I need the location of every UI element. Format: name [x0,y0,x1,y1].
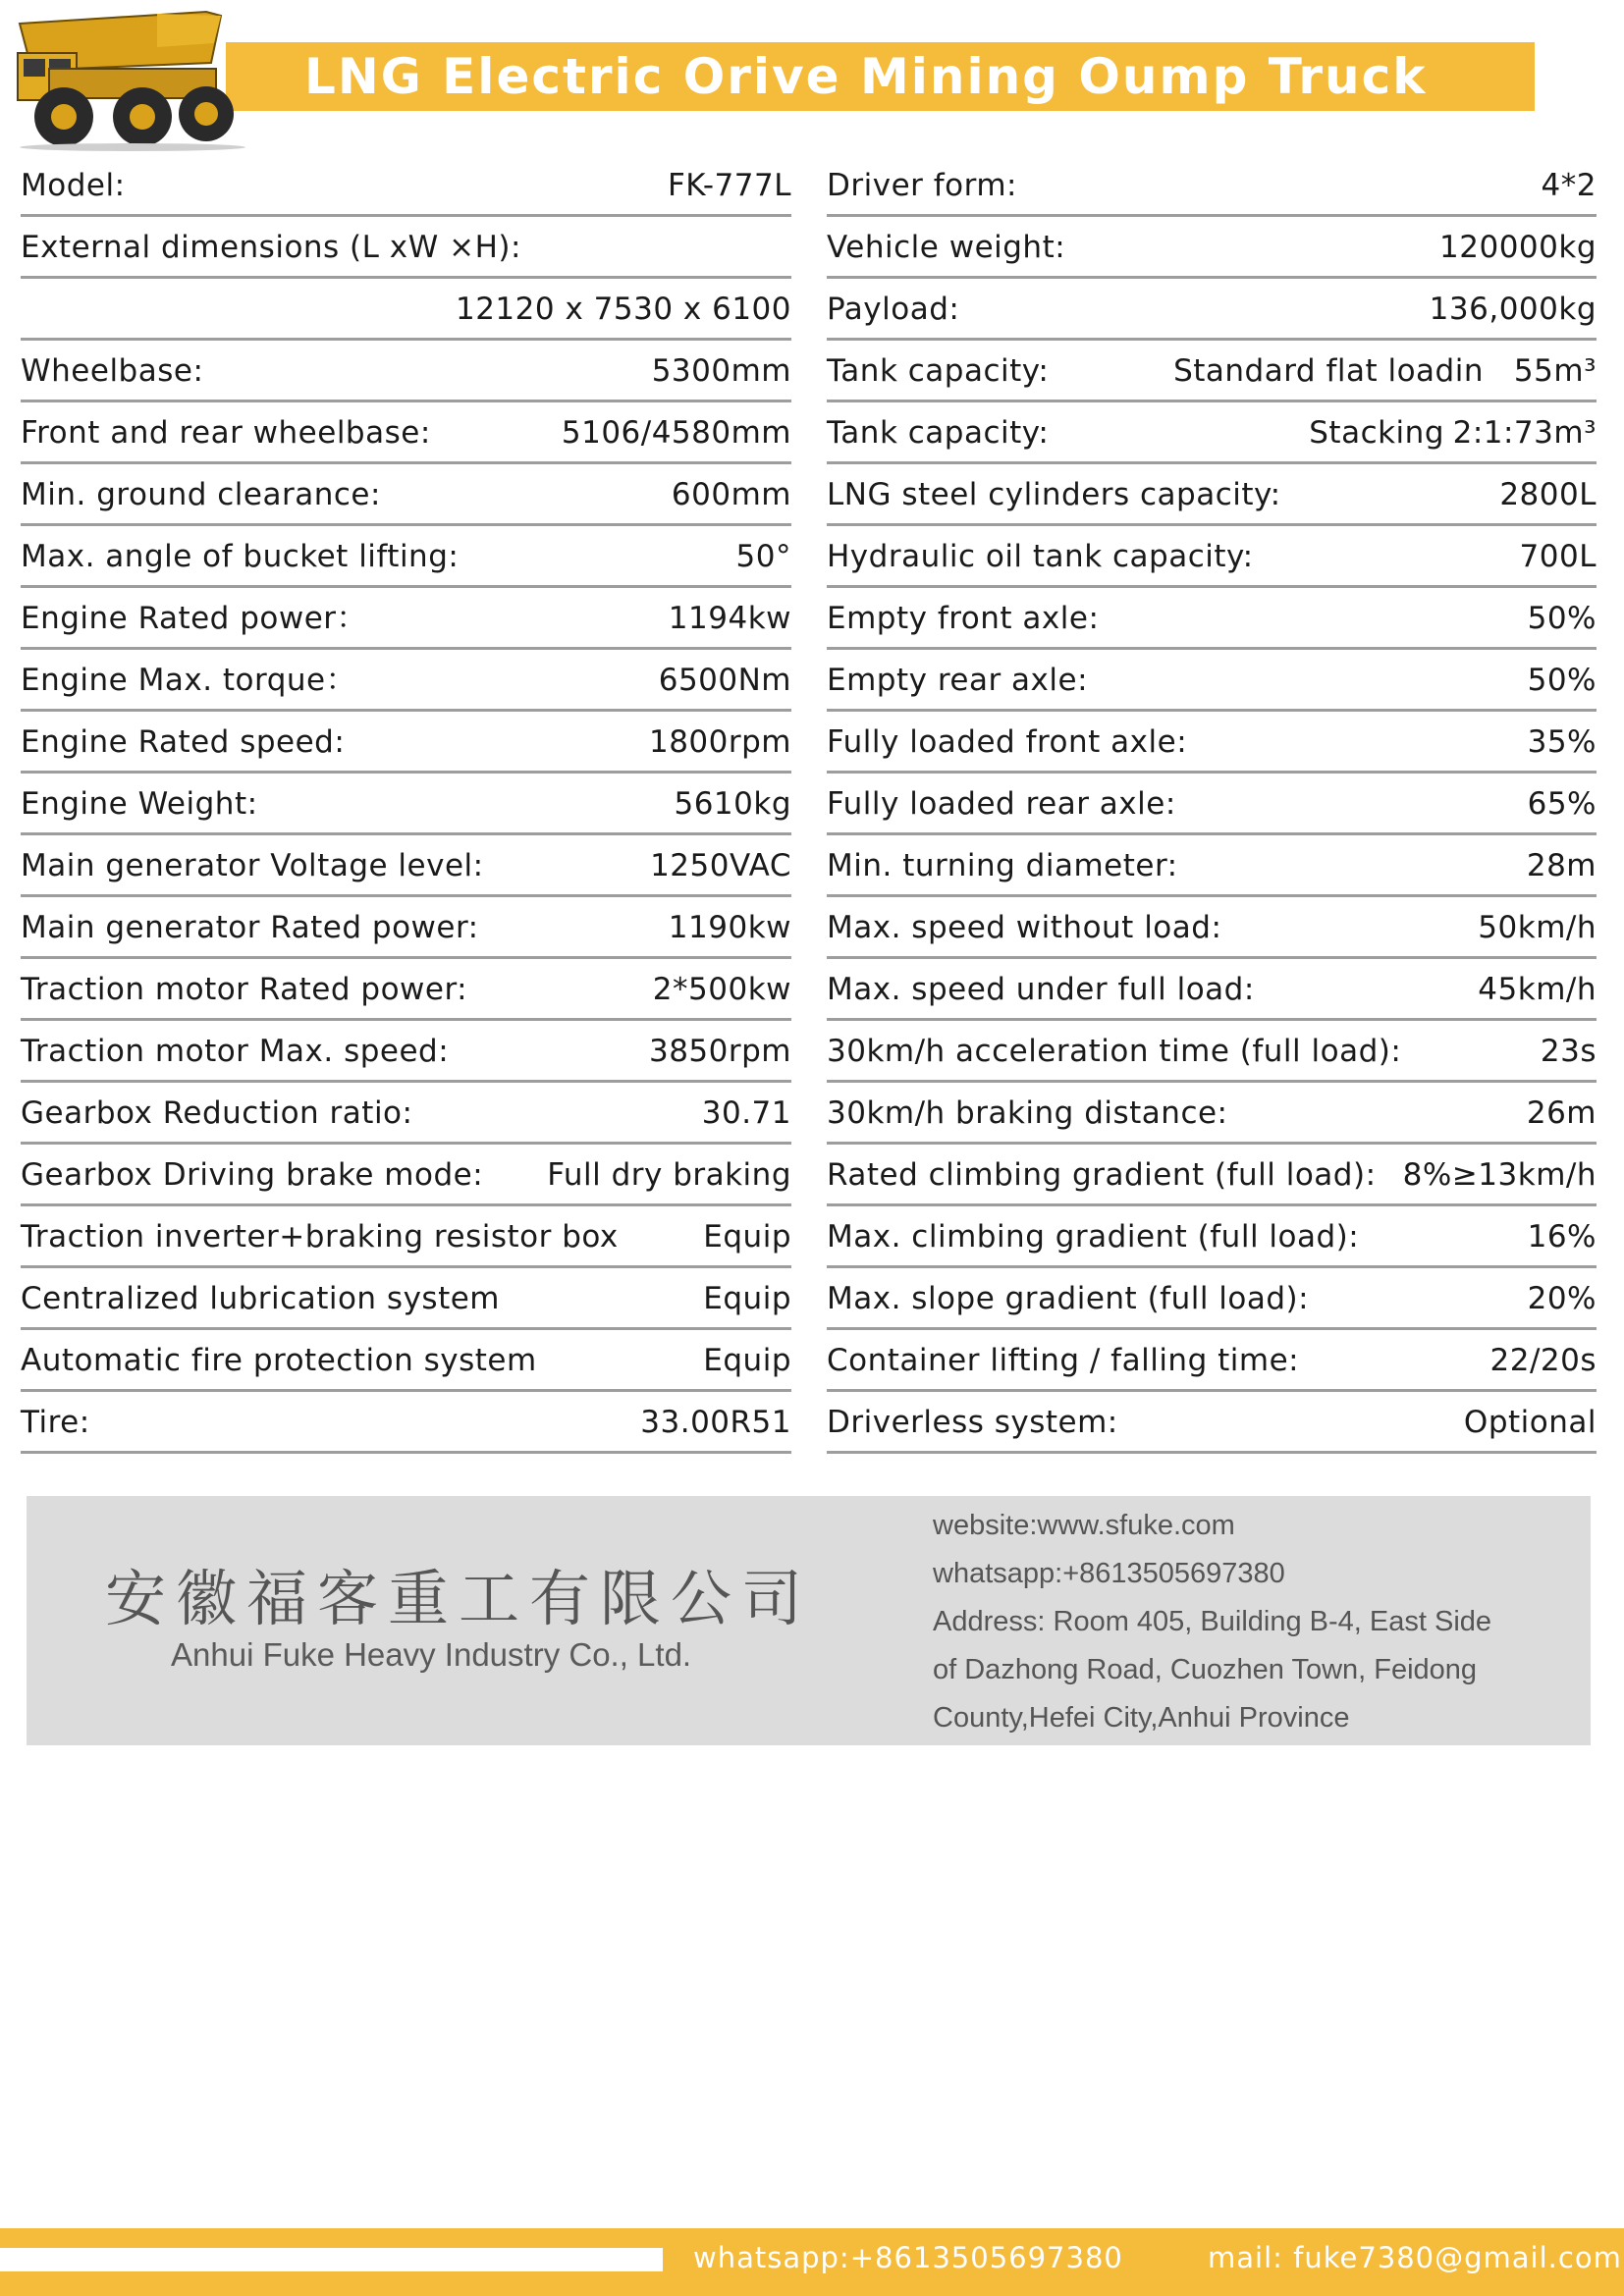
spec-label: Model: [21,168,126,203]
spec-value: Optional [1463,1405,1597,1440]
spec-row [827,341,1597,402]
spec-value: 28m [1526,848,1597,883]
spec-label: Container lifting / falling time: [827,1343,1300,1378]
spec-row [21,1392,791,1454]
spec-row [827,897,1597,959]
footer-white-strip [0,2248,663,2271]
spec-value: 600mm [671,477,791,512]
spec-row [21,1021,791,1083]
spec-value: 1190kw [668,910,791,945]
spec-row [827,588,1597,650]
spec-sub-label: Standard flat loadin [1173,353,1484,389]
spec-row [827,402,1597,464]
company-info-panel [27,1496,1591,1745]
spec-value: 16% [1527,1219,1597,1255]
spec-value: Full dry braking [547,1157,791,1193]
spec-value: 22/20s [1489,1343,1597,1378]
spec-value: 26m [1526,1095,1597,1131]
spec-value: 50km/h [1478,910,1597,945]
spec-row [21,155,791,217]
spec-row [827,217,1597,279]
spec-row [21,835,791,897]
spec-value: 12120 x 7530 x 6100 [455,292,791,327]
spec-value: 23s [1540,1034,1597,1069]
spec-value: 45km/h [1478,972,1597,1007]
spec-value: 20% [1527,1281,1597,1316]
spec-label: Empty front axle: [827,601,1100,636]
spec-column-right [827,155,1597,1454]
spec-label: Empty rear axle: [827,663,1089,698]
company-name-english: Anhui Fuke Heavy Industry Co., Ltd. [171,1636,692,1673]
spec-label: Rated climbing gradient (full load): [827,1157,1377,1193]
spec-value: 65% [1527,786,1597,822]
spec-row [827,1083,1597,1145]
footer-mail[interactable]: mail: fuke7380@gmail.com [1208,2241,1622,2274]
spec-label: Main generator Voltage level: [21,848,484,883]
address-line-2: of Dazhong Road, Cuozhen Town, Feidong [933,1654,1478,1685]
spec-label: Driverless system: [827,1405,1118,1440]
spec-label: Traction inverter+braking resistor box [21,1219,619,1255]
company-name-chinese: 安徽福客重工有限公司 [105,1563,813,1634]
spec-label: 30km/h acceleration time (full load): [827,1034,1402,1069]
spec-value: 5300mm [651,353,791,389]
spec-row [21,959,791,1021]
spec-label: Vehicle weight: [827,230,1066,265]
spec-value: 2*500kw [652,972,791,1007]
spec-row [21,1268,791,1330]
spec-row [827,526,1597,588]
spec-row [21,897,791,959]
spec-row [827,1330,1597,1392]
spec-value: 6500Nm [658,663,791,698]
spec-row [827,464,1597,526]
spec-row [21,1330,791,1392]
address-line-1: Address: Room 405, Building B-4, East Side [933,1606,1492,1637]
spec-value: Equip [703,1219,791,1255]
spec-row [21,650,791,712]
spec-label: Centralized lubrication system [21,1281,501,1316]
spec-label: External dimensions (L xW ×H): [21,230,521,265]
spec-value: 55m³ [1513,353,1597,389]
spec-value: FK-777L [667,168,791,203]
spec-value: Equip [703,1281,791,1316]
spec-label: Engine Rated speed: [21,724,346,760]
spec-value: 30.71 [701,1095,791,1131]
spec-value: Equip [703,1343,791,1378]
spec-value: 50° [735,539,791,574]
spec-row [827,1206,1597,1268]
spec-label: Hydraulic oil tank capacity: [827,539,1254,574]
spec-label: Tank capacity: [827,353,1050,389]
spec-row [827,1268,1597,1330]
spec-value: 3850rpm [648,1034,791,1069]
address-line-3: County,Hefei City,Anhui Province [933,1702,1350,1734]
mining-truck-image [10,4,260,151]
spec-label: Gearbox Reduction ratio: [21,1095,413,1131]
spec-label: Traction motor Rated power: [21,972,468,1007]
spec-label: Engine Weight: [21,786,258,822]
spec-label: Main generator Rated power: [21,910,479,945]
spec-label: Tank capacity: [827,415,1050,451]
spec-label: Front and rear wheelbase: [21,415,431,451]
spec-label: Engine Rated power： [21,601,368,636]
spec-row [21,1145,791,1206]
spec-column-left [21,155,791,1454]
spec-value: 33.00R51 [640,1405,791,1440]
spec-label: Payload: [827,292,960,327]
spec-row [21,1206,791,1268]
spec-row [827,835,1597,897]
spec-label: Fully loaded front axle: [827,724,1188,760]
spec-sub-label: Stacking [1309,415,1444,451]
spec-label: Gearbox Driving brake mode: [21,1157,484,1193]
spec-value: 5106/4580mm [561,415,791,451]
spec-value: 700L [1519,539,1597,574]
spec-value: 5610kg [674,786,791,822]
spec-label: Automatic fire protection system [21,1343,537,1378]
spec-value: 2800L [1499,477,1597,512]
spec-label: Min. ground clearance: [21,477,381,512]
spec-value: 1250VAC [650,848,791,883]
spec-label: Max. climbing gradient (full load): [827,1219,1360,1255]
spec-value: 1194kw [668,601,791,636]
spec-label: LNG steel cylinders capacity: [827,477,1281,512]
spec-row [827,1392,1597,1454]
spec-label: Driver form: [827,168,1017,203]
spec-row [827,650,1597,712]
spec-label: 30km/h braking distance: [827,1095,1228,1131]
spec-value: 1800rpm [648,724,791,760]
spec-row [21,1083,791,1145]
spec-row [21,217,791,279]
spec-value: 35% [1527,724,1597,760]
spec-row [827,774,1597,835]
spec-row [827,1021,1597,1083]
spec-value: 50% [1527,601,1597,636]
spec-row [21,588,791,650]
spec-value: 50% [1527,663,1597,698]
spec-row [21,464,791,526]
spec-row [21,526,791,588]
spec-value: 4*2 [1541,168,1597,203]
spec-row [21,279,791,341]
spec-label: Traction motor Max. speed: [21,1034,450,1069]
spec-row [827,155,1597,217]
spec-row [827,279,1597,341]
spec-value: 8%≥13km/h [1402,1157,1597,1193]
spec-row [21,774,791,835]
spec-label: Engine Max. torque： [21,663,357,698]
spec-label: Tire: [21,1405,90,1440]
footer-whatsapp: whatsapp:+8613505697380 [693,2241,1123,2274]
spec-label: Fully loaded rear axle: [827,786,1176,822]
spec-value: 2:1:73m³ [1452,415,1597,451]
spec-row [827,712,1597,774]
spec-row [827,959,1597,1021]
spec-row [21,402,791,464]
spec-label: Max. speed without load: [827,910,1222,945]
spec-value: 120000kg [1439,230,1597,265]
spec-label: Max. slope gradient (full load): [827,1281,1310,1316]
whatsapp-text: whatsapp:+8613505697380 [933,1558,1285,1589]
spec-row [21,712,791,774]
spec-row [827,1145,1597,1206]
contact-block [933,1502,1491,1742]
spec-row [21,341,791,402]
spec-value: 136,000kg [1429,292,1597,327]
page-title: LNG Electric Orive Mining Oump Truck [304,48,1428,105]
spec-label: Wheelbase: [21,353,204,389]
spec-label: Min. turning diameter: [827,848,1178,883]
spec-label: Max. angle of bucket lifting: [21,539,460,574]
spec-label: Max. speed under full load: [827,972,1255,1007]
website-text[interactable]: website:www.sfuke.com [933,1510,1235,1541]
